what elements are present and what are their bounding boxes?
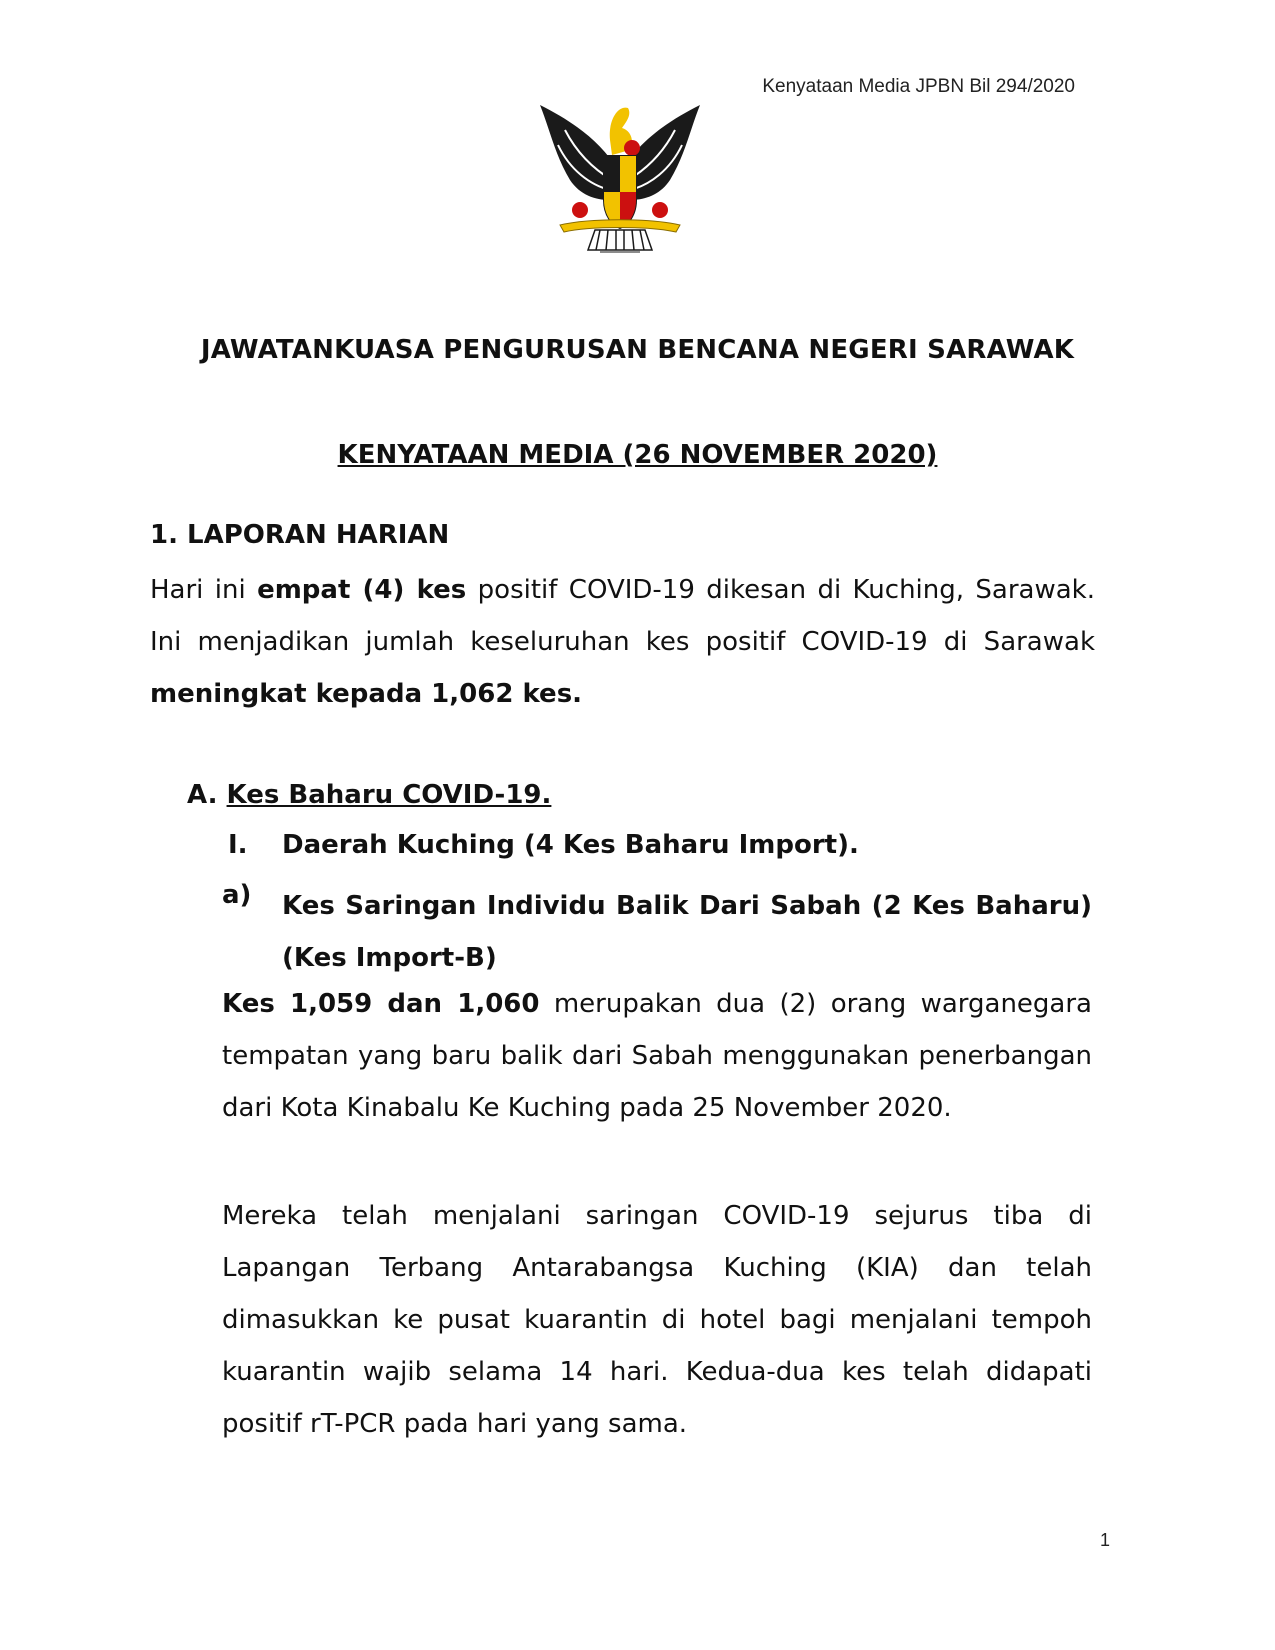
text-run: merupakan dua (2) orang warganegara tempatan yang baru balik dari Sabah menggunakan penerbangan dari Kota Kinabalu Ke Kuching pada 25 November 2020. [222, 989, 1092, 1123]
quarantine-paragraph: Mereka telah menjalani saringan COVID-19 sejurus tiba di Lapangan Terbang Antarabangsa Kuching (KIA) dan telah dimasukkan ke pusat kuarantin di hotel bagi menjalani tempoh kuarantin wajib selama 14 hari. Kedua-dua kes telah didapati positif rT-PCR pada hari yang sama. [222, 1201, 1092, 1439]
list-number: a) [222, 880, 252, 910]
list-text: Kes Saringan Individu Balik Dari Sabah (2 Kes Baharu)(Kes Import-B) [282, 891, 1092, 973]
text-run: positif COVID-19 dikesan di Kuching, Sarawak. Ini menjadikan jumlah keseluruhan kes positif COVID-19 di Sarawak [150, 575, 1095, 657]
text-run: Hari ini [150, 575, 258, 605]
bold-text: meningkat kepada 1,062 kes. [150, 679, 583, 709]
organization-title: JAWATANKUASA PENGURUSAN BENCANA NEGERI SARAWAK [200, 335, 1075, 365]
document-title: KENYATAAN MEDIA (26 NOVEMBER 2020) [337, 440, 938, 470]
page-number: 1 [1099, 1530, 1110, 1550]
document-reference: Kenyataan Media JPBN Bil 294/2020 [762, 76, 1075, 97]
subsection-label: A. [187, 780, 227, 810]
case-description-paragraph [222, 978, 1092, 1134]
subsection-title: Kes Baharu COVID-19. [226, 780, 552, 810]
list-text: Daerah Kuching (4 Kes Baharu Import). [282, 830, 859, 860]
district-heading [228, 830, 859, 860]
daily-report-paragraph [150, 564, 1095, 720]
list-number: I. [228, 830, 248, 860]
bold-text: Kes 1,059 dan 1,060 [222, 989, 540, 1019]
bold-text: empat (4) kes [257, 575, 467, 605]
section-heading: 1. LAPORAN HARIAN [150, 520, 450, 550]
subsection-heading [187, 780, 551, 810]
case-group-heading [222, 880, 1092, 984]
sarawak-crest-logo [540, 100, 700, 270]
